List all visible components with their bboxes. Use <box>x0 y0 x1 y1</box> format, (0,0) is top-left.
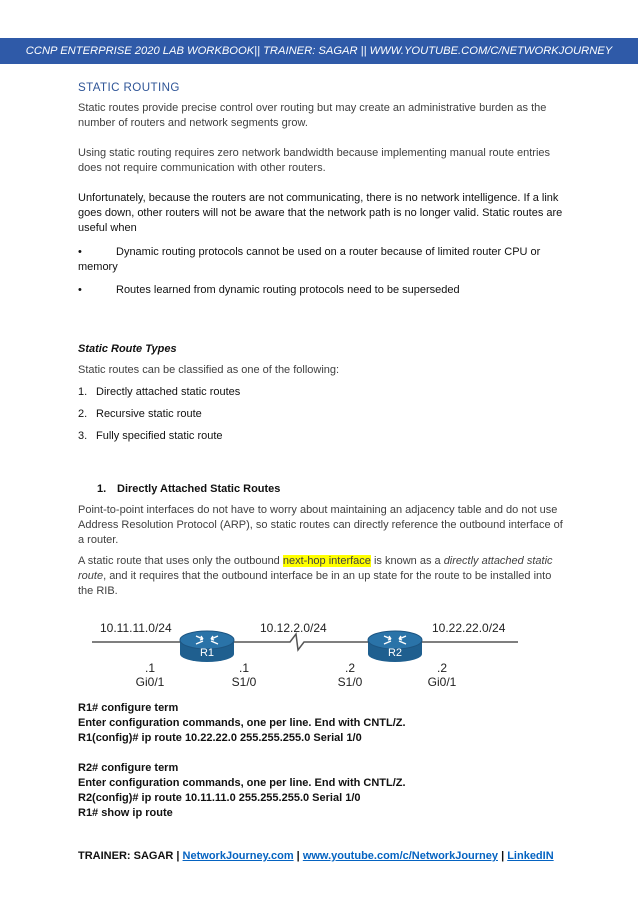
direct-paragraph-1: Point-to-point interfaces do not have to worry about maintaining an adjacency table and do not use Address Resolution Protocol (ARP), so static routes can directly reference the outbound interface of a router. <box>78 504 563 546</box>
text-run: is known as a <box>370 555 444 567</box>
text-run: A static route that uses only the outbound <box>78 555 283 567</box>
bullet-text: Routes learned from dynamic routing protocols need to be superseded <box>116 284 460 296</box>
direct-paragraph-2 <box>78 554 564 599</box>
page-content <box>78 80 564 599</box>
r2-serial-interface: S1/0 <box>337 675 363 689</box>
r1-serial-interface: S1/0 <box>231 675 257 689</box>
list-item-label: Fully specified static route <box>96 430 223 442</box>
bullet-item <box>78 245 564 275</box>
page-footer <box>78 850 564 862</box>
r1-config-route: R1(config)# ip route 10.22.22.0 255.255.255.0 Serial 1/0 <box>78 732 362 744</box>
router-r2-label: R2 <box>387 647 403 659</box>
r2-config-note: Enter configuration commands, one per line. End with CNTL/Z. <box>78 777 406 789</box>
footer-separator: | <box>296 850 300 862</box>
intro-paragraph-1: Static routes provide precise control over routing but may create an administrative burden as the number of routers and network segments grow. <box>78 102 547 129</box>
r1-config-note: Enter configuration commands, one per line. End with CNTL/Z. <box>78 717 406 729</box>
net-left-label: 10.11.11.0/24 <box>100 621 172 635</box>
bullet-list <box>78 245 564 298</box>
list-item-label: Recursive static route <box>96 408 202 420</box>
highlighted-term: next-hop interface <box>282 555 371 567</box>
r2-serial-ip: .2 <box>344 661 356 675</box>
bullet-dot: • <box>78 246 82 258</box>
network-topology-diagram <box>92 612 532 692</box>
subsection-number: 1. <box>97 483 107 495</box>
r2-config-route: R2(config)# ip route 10.11.11.0 255.255.255.0 Serial 1/0 <box>78 792 361 804</box>
net-mid-label: 10.12.2.0/24 <box>260 621 327 635</box>
section-title: STATIC ROUTING <box>78 81 180 94</box>
list-item-number: 3. <box>78 430 88 442</box>
header-banner: CCNP ENTERPRISE 2020 LAB WORKBOOK|| TRAINER: SAGAR || WWW.YOUTUBE.COM/C/NETWORKJOURNEY <box>0 38 638 64</box>
config-block <box>78 701 564 821</box>
r2-config-prompt: R2# configure term <box>78 762 179 774</box>
list-item <box>78 429 564 444</box>
text-run: , and it requires that the outbound interface be in an up state for the route to be installed into the RIB. <box>78 570 552 597</box>
r2-gi-ip: .2 <box>436 661 448 675</box>
bullet-dot: • <box>78 284 82 296</box>
footer-link-linkedin[interactable]: LinkedIN <box>507 850 554 862</box>
list-item-label: Directly attached static routes <box>96 386 241 398</box>
types-intro: Static routes can be classified as one of the following: <box>78 364 340 376</box>
net-right-label: 10.22.22.0/24 <box>432 621 506 635</box>
serial-link <box>234 634 368 650</box>
list-item <box>78 385 564 400</box>
footer-trainer: TRAINER: SAGAR <box>78 850 174 862</box>
r1-gi-ip: .1 <box>144 661 156 675</box>
router-r1-icon <box>180 631 234 662</box>
show-ip-route-command: R1# show ip route <box>78 807 173 819</box>
r2-gi-interface: Gi0/1 <box>427 675 457 689</box>
list-item <box>78 407 564 422</box>
router-r1-label: R1 <box>199 647 215 659</box>
list-item-number: 1. <box>78 386 88 398</box>
bullet-text: Dynamic routing protocols cannot be used on a router because of limited router CPU or memory <box>78 246 541 273</box>
footer-separator: | <box>501 850 505 862</box>
r1-config-prompt: R1# configure term <box>78 702 179 714</box>
subsection-label: Directly Attached Static Routes <box>117 483 281 495</box>
emphasized-term: directly attached static route <box>78 555 553 582</box>
footer-link-networkjourney[interactable]: NetworkJourney.com <box>182 850 294 862</box>
footer-separator: | <box>176 850 180 862</box>
intro-paragraph-2: Using static routing requires zero network bandwidth because implementing manual route entries does not require communication with other routers. <box>78 147 551 174</box>
router-r2-icon <box>368 631 422 662</box>
footer-link-youtube[interactable]: www.youtube.com/c/NetworkJourney <box>302 850 498 862</box>
r1-gi-interface: Gi0/1 <box>135 675 165 689</box>
types-title: Static Route Types <box>78 343 177 355</box>
intro-paragraph-3: Unfortunately, because the routers are not communicating, there is no network intelligence. If a link goes down, other routers will not be aware that the network path is no longer valid. Static routes are useful when <box>78 192 563 234</box>
subsection-title <box>78 482 564 497</box>
bullet-item <box>78 283 564 298</box>
r1-serial-ip: .1 <box>238 661 250 675</box>
list-item-number: 2. <box>78 408 88 420</box>
